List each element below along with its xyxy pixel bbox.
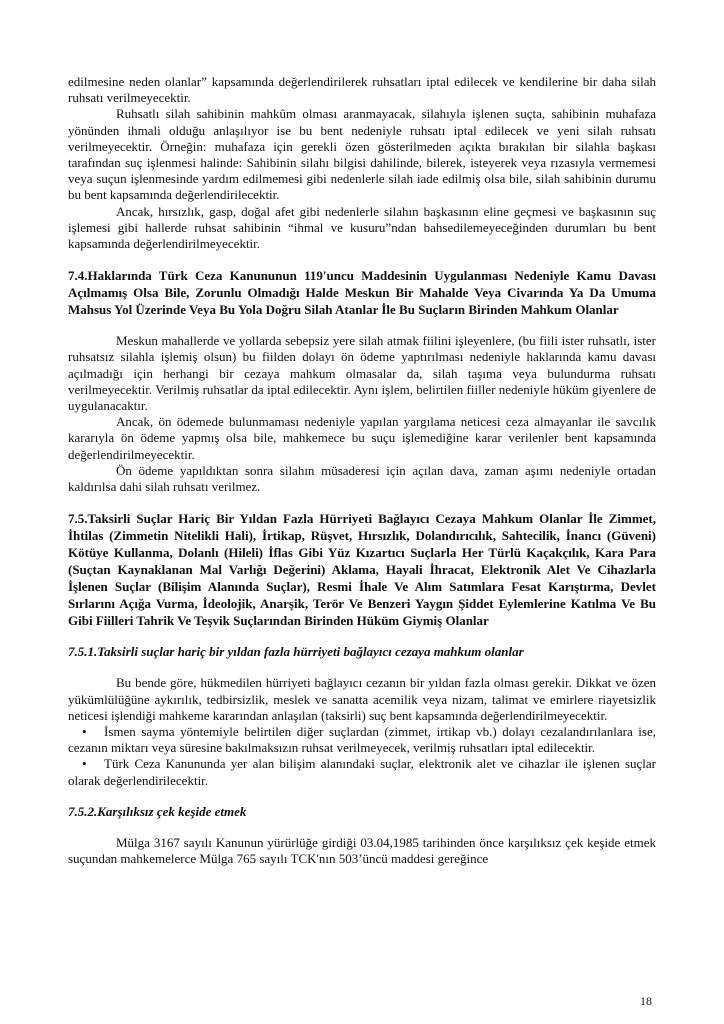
subsection-heading-7-5-2: 7.5.2.Karşılıksız çek keşide etmek bbox=[68, 803, 247, 819]
section-heading-7-4: 7.4.Haklarında Türk Ceza Kanununun 119'uncu Maddesinin Uygulanması Nedeniyle Kamu Davası Açılmamış Olsa Bile, Zorunlu Olmadığı Halde Meskun Bir Mahalde Veya Civarında Ya Da Umuma Mahsus Yol Üzerinde Veya Bu Yola Doğru Silah Atanlar İle Bu Suçların Birinden Mahkum Olanlar bbox=[68, 268, 656, 318]
paragraph: Ancak, hırsızlık, gasp, doğal afet gibi nedenlerle silahın başkasının eline geçmesi ve başkasının suç işlemesi gibi hallerde ruhsat sahibinin “ihmal ve kusuru”ndan bahsedilemeyeceğinden durumları bu bent kapsamında değerlendirilmeyecektir. bbox=[68, 203, 656, 252]
list-item bbox=[68, 724, 656, 756]
bullet-icon: • bbox=[82, 756, 87, 772]
paragraph: Bu bende göre, hükmedilen hürriyeti bağlayıcı cezanın bir yıldan fazla olması gerekir. Dikkat ve özen yükümlülüğüne aykırılık, tedbirsizlik, meslek ve sanatta acemilik veya nizam, talimat ve emirlere riayetsizlik neticesi işlendiği mahkeme kararından anlaşılan (taksirli) suç bent kapsamında değerlendirilmeyecektir. bbox=[68, 675, 656, 723]
paragraph: Meskun mahallerde ve yollarda sebepsiz yere silah atmak fiilini işleyenlere, (bu fiili ister ruhsatlı, ister ruhsatsız silahla işlemiş olsun) bu fiilden dolayı ön ödeme yaptırılması nedeniyle haklarında kamu davası açılmadığı için herhangi bir cezaya mahkum olmasalar da, silah taşıma veya bulundurma ruhsatı verilmeyecektir. Verilmiş ruhsatlar da iptal edilecektir. Aynı işlem, belirtilen fiiller nedeniyle hüküm giyenlere de uygulanacaktır. bbox=[68, 333, 656, 414]
bullet-icon: • bbox=[82, 724, 87, 740]
list-item-text: İsmen sayma yöntemiyle belirtilen diğer suçlardan (zimmet, irtikap vb.) dolayı cezalandırılanlara ise, cezanın miktarı veya süresine bakılmaksızın ruhsat verilmeyecek, verilmiş ruhsatları iptal edilecektir. bbox=[68, 724, 656, 756]
paragraph: Ruhsatlı silah sahibinin mahkûm olması aranmayacak, silahıyla işlenen suçta, sahibinin muhafaza yönünden ihmali olduğu anlaşılıyor ise bu bent nedeniyle ruhsatı iptal edilecek ve yeni silah ruhsatı verilmeyecektir. Örneğin: muhafaza için gerekli özen gösterilmeden açıkta bırakılan bir silahla başkası tarafından suç işlenmesi halinde: Sahibinin silahı bilgisi dahilinde, bilerek, isteyerek veya rızasıyla vermemesi veya suçun işlenmesinde yardım edilmemesi gibi nedenlerle silah iade edilmiş olsa bile, silah sahibinin durumu bu bent kapsamında değerlendirilecektir. bbox=[68, 106, 656, 203]
paragraph: Ön ödeme yapıldıktan sonra silahın müsaderesi için açılan dava, zaman aşımı nedeniyle ortadan kaldırılsa dahi silah ruhsatı verilmez. bbox=[68, 462, 656, 495]
document-page bbox=[68, 74, 656, 868]
list-item bbox=[68, 756, 656, 788]
list-item-text: Türk Ceza Kanununda yer alan bilişim alanındaki suçlar, elektronik alet ve cihazlar ile işlenen suçlar olarak değerlendirilecektir. bbox=[68, 756, 656, 788]
page-number: 18 bbox=[640, 994, 652, 1008]
section-heading-7-5: 7.5.Taksirli Suçlar Hariç Bir Yıldan Fazla Hürriyeti Bağlayıcı Cezaya Mahkum Olanlar İle Zimmet, İhtilas (Zimmetin Nitelikli Hali), İrtikap, Rüşvet, Hırsızlık, Dolandırıcılık, Sahtecilik, İnancı (Güveni) Kötüye Kullanma, Dolanlı (Hileli) İflas Gibi Yüz Kızartıcı Suçlarla Her Türlü Kaçakçılık, Kara Para (Suçtan Kaynaklanan Mal Varlığı Değerini) Aklama, Hayali İhracat, Elektronik Alet Ve Cihazlarla İşlenen Suçlar (Bilişim Alanında Suçlar), Resmi İhale Ve Alım Satımlara Fesat Karıştırma, Devlet Sırlarını Açığa Vurma, İdeolojik, Anarşik, Terör Ve Benzeri Yaygın Şiddet Eylemlerine Katılma Ve Bu Gibi Fiilleri Tahrik Ve Teşvik Suçlarından Birinden Hüküm Giymiş Olanlar bbox=[68, 511, 656, 629]
paragraph: edilmesine neden olanlar” kapsamında değerlendirilerek ruhsatları iptal edilecek ve kendilerine bir daha silah ruhsatı verilmeyecektir. bbox=[68, 74, 656, 106]
paragraph: Ancak, ön ödemede bulunmaması nedeniyle yapılan yargılama neticesi ceza almayanlar ile savcılık kararıyla ön ödeme yapmış olsa bile, mahkemece bu suçu işlemediğine karar verilenler bent kapsamında değerlendirilmeyecektir. bbox=[68, 414, 656, 462]
paragraph: Mülga 3167 sayılı Kanunun yürürlüğe girdiği 03.04,1985 tarihinden önce karşılıksız çek keşide etmek suçundan mahkemelerce Mülga 765 sayılı TCK'nın 503’üncü maddesi gereğince bbox=[68, 835, 656, 867]
bullet-list bbox=[68, 724, 656, 789]
subsection-heading-7-5-1: 7.5.1.Taksirli suçlar hariç bir yıldan fazla hürriyeti bağlayıcı cezaya mahkum olanlar bbox=[68, 644, 524, 660]
